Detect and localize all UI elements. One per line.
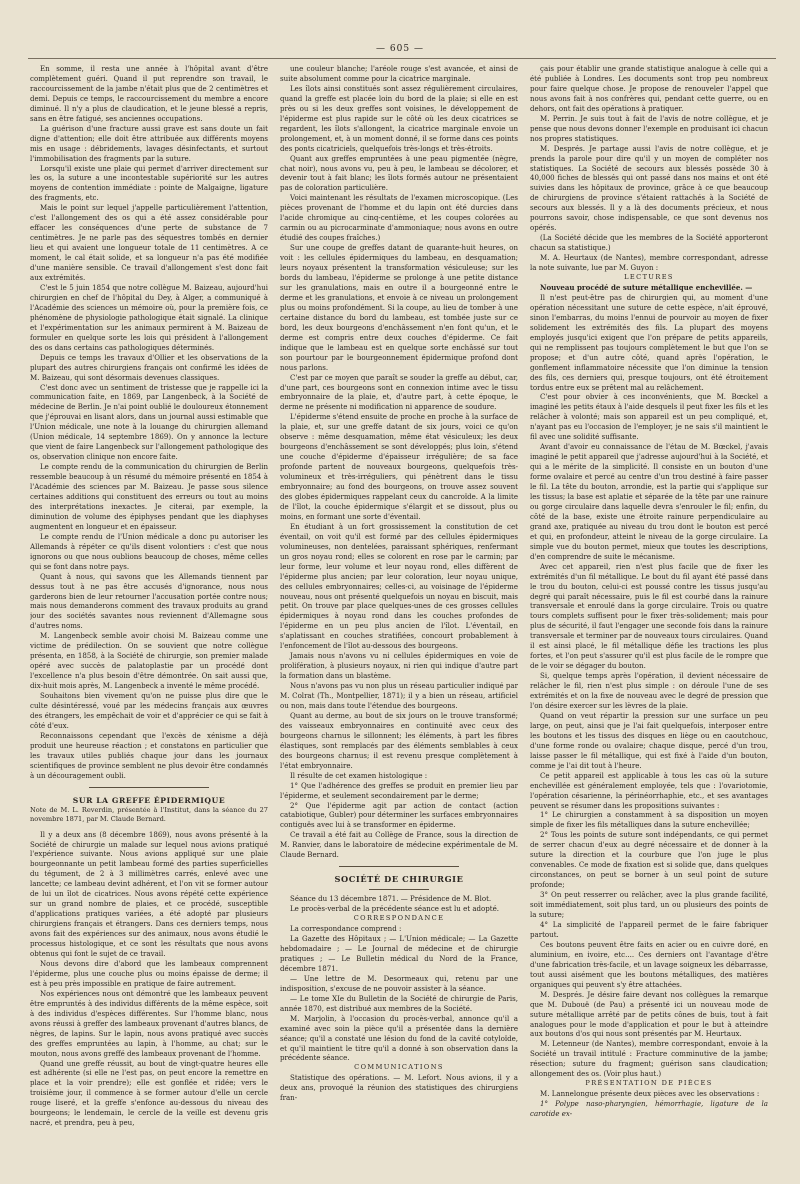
paragraph: Les îlots ainsi constitués sont assez régulièrement circulaires, quand la greffe est placée loin du bord de la plaie; si elle en est près ou si les deux greffes sont voisines, le développement de l'épiderme est plus rapide sur le côté où les deux cicatrices se regardent, les îlots s'allongent, la cicatrice marginale envoie un prolongement, et, à un moment donné, il se forme dans ces points des ponts cicatriciels, quelquefois très-longs et très-étroits.: [280, 83, 518, 153]
paragraph: Sur une coupe de greffes datant de quarante-huit heures, on voit : les cellules épidermiques du lambeau, en desquamation; leurs noyaux présentent la transformation vésiculeuse; sur les bords du lambeau, l'épiderme se prolonge à une petite distance sur les granulations, mais en outre il a bourgeonné entre le derme et les granulations, et envoie à ce niveau un prolongement plus ou moins profondément. Si la coupe, au lieu de tomber à une certaine distance du bord du lambeau, est tombée juste sur ce bord, les deux bourgeons d'enchâssement n'en font qu'un, et le derme est compris entre deux couches d'épiderme. Ce fait indique que le lambeau est en quelque sorte enchâssé sur tout son pourtour par le bourgeonnement épidermique profond dont nous parlons.: [280, 243, 518, 372]
communications-heading: COMMUNICATIONS: [354, 1063, 444, 1072]
paragraph: 1° Polype naso-pharyngien, hémorrhagie, ligature de la carotide ex-: [530, 1099, 768, 1119]
paragraph: C'est le 5 juin 1854 que notre collègue M. Baizeau, aujourd'hui chirurgien en chef de l'hôpital du Dey, à Alger, a communiqué à l'Académie des sciences un mémoire où, pour la première fois, ce phénomène de physiologie pathologique était signalé. La clinique et l'expérimentation sur les animaux permirent à M. Baizeau de formuler en quelque sorte les lois qui président à l'allongement des os dans certains cas pathologiques déterminés.: [30, 282, 268, 352]
section-heading: SUR LA GREFFE ÉPIDERMIQUE: [72, 795, 226, 805]
paragraph: Nous devons dire d'abord que les lambeaux comprennent l'épiderme, plus une couche plus ou moins épaisse de derme; il est à peu près impossible en pratique de faire autrement.: [30, 958, 268, 988]
session-line: Séance du 13 décembre 1871. — Présidence de M. Blot.: [290, 894, 492, 904]
paragraph: Ce travail a été fait au Collège de France, sous la direction de M. Ranvier, dans le laboratoire de médecine expérimentale de M. Claude Bernard.: [280, 830, 518, 860]
paragraph: Avec cet appareil, rien n'est plus facile que de fixer les extrémités d'un fil métallique. Le bout du fil ayant été passé dans le trou du bouton, celui-ci est poussé contre les tissus jusqu'au degré qui paraît nécessaire, puis le fil est courbé dans la rainure transversale et enroulé dans la gorge circulaire. Trois ou quatre tours complets suffisent pour le fixer très-solidement; mais pour plus de sécurité, il faut l'engager une seconde fois dans la rainure transversale et terminer par de nouveaux tours circulaires. Quand il est ainsi placé, le fil métallique défie les tractions les plus fortes, et l'on peut s'assurer qu'il est plus facile de le rompre que de le voir se dégager du bouton.: [530, 561, 768, 671]
paragraph: Jamais nous n'avons vu ni cellules épidermiques en voie de prolifération, à plusieurs noyaux, ni rien qui indique d'autre part la formation dans un blastème.: [280, 651, 518, 681]
paragraph: Souhaitons bien vivement qu'on ne puisse plus dire que le culte désintéressé, voué par les médecins français aux œuvres des étrangers, les empêchait de voir et d'apprécier ce qui se fait à côté d'eux.: [30, 691, 268, 730]
paragraph: Quant à nous, qui savons que les Allemands tiennent par dessus tout à ne pas être accusés d'ignorance, nous nous garderons bien de leur retourner l'accusation portée contre nous; mais nous demanderons comment des travaux produits au grand jour des sociétés savantes nous reviennent d'Allemagne sous d'autres noms.: [30, 571, 268, 631]
paragraph: Depuis ce temps les travaux d'Ollier et les observations de la plupart des autres chirurgiens français ont confirmé les idées de M. Baizeau, qui sont désormais devenues classiques.: [30, 352, 268, 382]
paragraph: une couleur blanche; l'aréole rouge s'est avancée, et ainsi de suite absolument comme pour la cicatrice marginale.: [280, 64, 518, 83]
column-2: [280, 64, 518, 1174]
paragraph: 3° On peut resserrer ou relâcher, avec la plus grande facilité, soit immédiatement, soit plus tard, un ou plusieurs des points de la suture;: [530, 890, 768, 920]
paragraph: Il résulte de cet examen histologique :: [290, 770, 428, 780]
paragraph: Reconnaissons cependant que l'excès de xénisme a déjà produit une heureuse réaction ; et constatons en particulier que les travaux utiles publiés chaque jour dans les journaux scientifiques de province semblent ne plus devoir être condamnés à un découragement oubli.: [30, 730, 268, 780]
paragraph: 1° Le chirurgien a constamment à sa disposition un moyen simple de fixer les fils métalliques dans la suture enchevillée;: [530, 810, 768, 830]
paragraph: M. Letenneur (de Nantes), membre correspondant, envoie à la Société un travail intitulé : Fracture comminutive de la jambe; résection; suture du fragment; guérison sans claudication; allongement des os. (Voir plus haut.): [530, 1039, 768, 1079]
paragraph: Il n'est peut-être pas de chirurgien qui, au moment d'une opération nécessitant une suture de cette espèce, n'ait éprouvé, sinon l'embarras, du moins l'ennui de pourvoir au moyen de fixer solidement les extrémités des fils. La plupart des moyens employés jusqu'ici exigent que l'on prépare de petits appareils, qui ne remplissent pas toujours complètement le but que l'on se propose; et d'un autre côté, quand après l'opération, le gonflement inflammatoire nécessite que l'on diminue la tension des fils, ces derniers qui, presque toujours, ont été étroitement tordus entre eux se prêtent mal au relâchement.: [530, 292, 768, 392]
paragraph: Mais le point sur lequel j'appelle particulièrement l'attention, c'est l'allongement des os qui a été assez considérable pour effacer les conséquences d'une perte de substance de 7 centimètres. Je ne parle pas des séquestres tombés en dernier lieu et qui avaient une longueur totale de 11 centimètres. A ce moment, le cal était solide, et sa longueur n'a pas été modifiée d'une manière sensible. Ce travail d'allongement s'est donc fait aux extrémités.: [30, 203, 268, 283]
paragraph: (La Société décide que les membres de la Société apporteront chacun sa statistique.): [530, 233, 768, 253]
paragraph: Lorsqu'il existe une plaie qui permet d'arriver directement sur les os, la suture a une incontestable supériorité sur les autres moyens de contention immédiate : pointe de Malgaigne, ligature des fragments, etc.: [30, 163, 268, 203]
paragraph: Il y a deux ans (8 décembre 1869), nous avons présenté à la Société de chirurgie un malade sur lequel nous avions pratiqué l'expérience suivante. Nous avions appliqué sur une plaie bourgeonnante un petit lambeau formé des parties superficielles du tégument, de 2 à 3 millimètres carrés, enlevé avec une lancette; ce lambeau devint adhérent, et l'on vit se former autour de lui un îlot de cicatrices. Nous avons répété cette expérience sur un grand nombre de plaies, et ce procédé, susceptible d'applications pratiques variées, a été adopté par plusieurs chirurgiens français et étrangers. Dans ces derniers temps, nous avons fait des expériences sur des animaux, nous avons étudié le processus histologique, et ce sont les résultats que nous avons obtenus qui font le sujet de ce travail.: [30, 829, 268, 959]
paragraph: Nous n'avons pas vu non plus un réseau particulier indiqué par M. Colrat (Th., Montpellier, 1871); il y a bien un réseau, artificiel ou non, mais dans toute l'étendue des bourgeons.: [280, 681, 518, 710]
presentation-heading: PRÉSENTATION DE PIÈCES: [585, 1079, 713, 1088]
paragraph: Nos expériences nous ont démontré que les lambeaux peuvent être empruntés à des individus différents de la même espèce, soit à des individus d'espèces différentes. Sur l'homme blanc, nous avons réussi à greffer des lambeaux provenant d'autres blancs, de nègres, de lapins. Sur le lapin, nous avons pratiqué avec succès des greffes empruntées au lapin, à l'homme, au chat; sur le mouton, nous avons greffé des lambeaux provenant de l'homme.: [30, 988, 268, 1058]
paragraph: 2° Tous les points de suture sont indépendants, ce qui permet de serrer chacun d'eux au degré nécessaire et de donner à la suture la direction et la courbure que l'on juge le plus convenables. Ce mode de fixation est si solide que, dans quelques circonstances, on peut se borner à un seul point de suture profonde;: [530, 830, 768, 890]
column-3: [530, 64, 768, 1174]
paragraph: Ce petit appareil est applicable à tous les cas où la suture enchevillée est généralement employée, tels que : l'ovariotomie, l'opération césarienne, la périnéorrhaphie, etc., et ses avantages peuvent se résumer dans les propositions suivantes :: [530, 770, 768, 810]
paragraph: M. Després. Je partage aussi l'avis de notre collègue, et je prends la parole pour dire qu'il y un moyen de compléter nos statistiques. La Société de secours aux blessés possède 30 à 40,000 fiches de blessés qui ont passé dans nos mains et ont été suivies dans les hôpitaux de province, grâce à ce que beaucoup de chirurgiens de province s'étaient rattachés à la Société de secours aux blessés. Il y a là des documents précieux, et nous pourrons savoir, chose indispensable, ce que sont devenus nos opérés.: [530, 143, 768, 233]
paragraph: Le compte rendu de la communication du chirurgien de Berlin ressemble beaucoup à un résumé du mémoire présenté en 1854 à l'Académie des sciences par M. Baizeau. Je passe sous silence certaines additions qui constituent des erreurs ou tout au moins des interprétations inexactes. Je citerai, par exemple, la diminution de volume des épiphyses pendant que les diaphyses augmentent en longueur et en épaisseur.: [30, 462, 268, 531]
paragraph: En somme, il resta une année à l'hôpital avant d'être complètement guéri. Quand il put reprendre son travail, le raccourcissement de la jambe n'était plus que de 2 centimètres et demi. Depuis ce temps, le raccourcissement du membre a encore diminué. Il n'y a plus de claudication, et le jeune blessé a repris, sans en être fatigué, ses anciennes occupations.: [30, 64, 268, 123]
short-divider: [369, 889, 429, 890]
paragraph: La guérison d'une fracture aussi grave est sans doute un fait digne d'attention; elle doit être attribuée aux différents moyens mis en usage : débridements, lavages désinfectants, et surtout l'immobilisation des fragments par la suture.: [30, 123, 268, 163]
paragraph: M. Langenbeck semble avoir choisi M. Baizeau comme une victime de prédilection. On se souvient que notre collègue présenta, en 1858, à la Société de chirurgie, son premier malade opéré avec succès de palatoplastie par un procédé dont l'excellence n'a plus besoin d'être démontrée. On sait aussi que, dix-huit mois après, M. Langenbeck a inventé le même procédé.: [30, 631, 268, 691]
paragraph: Si, quelque temps après l'opération, il devient nécessaire de relâcher le fil, rien n'est plus simple : on déroule l'une de ses extrémités et on la fixe de nouveau avec le degré de pression que l'on désire exercer sur les lèvres de la plaie.: [530, 671, 768, 710]
paragraph: Avant d'avoir eu connaissance de l'étau de M. Bœckel, j'avais imaginé le petit appareil que j'adresse aujourd'hui à la Société, et qui a le mérite de la simplicité. Il consiste en un bouton d'une forme ovalaire et percé au centre d'un trou destiné à faire passer le fil. La tête du bouton, arrondie, est la partie qui s'applique sur les tissus; la base est aplatie et séparée de la tête par une rainure ou gorge circulaire dans laquelle devra s'enrouler le fil; enfin, du côté de la base, existe une étroite rainure perpendiculaire au grand axe, pratiquée au niveau du trou dont le bouton est percé et qui, en profondeur, atteint le niveau de la gorge circulaire. La simple vue du bouton permet, mieux que toutes les descriptions, d'en comprendre de suite le mécanisme.: [530, 442, 768, 561]
paragraph: Statistique des opérations. — M. Lefort. Nous avions, il y a deux ans, provoqué la réunion des statistiques des chirurgiens fran-: [280, 1073, 518, 1103]
society-heading: SOCIÉTÉ DE CHIRURGIE: [334, 874, 464, 885]
paragraph: L'épiderme s'étend ensuite de proche en proche à la surface de la plaie, et, sur une greffe datant de six jours, voici ce qu'on observe : même desquamation, même état vésiculeux; les deux bourgeons d'enchâssement se sont développés; plus loin, s'étend une couche d'épiderme d'épaisseur irrégulière; de sa face profonde partent de nouveaux bourgeons, quelquefois très-volumineux et très-irréguliers, qui pénètrent dans le tissu embryonnaire; au fond des bourgeons, on trouve assez souvent des globes épidermiques rappelant ceux du cancroïde. A la limite de l'îlot, la couche épidermique s'élargit et se dissout, plus ou moins, en formant une sorte d'éventail.: [280, 412, 518, 521]
paragraph: 1° Que l'adhérence des greffes se produit en premier lieu par l'épiderme, et seulement secondairement par le derme;: [280, 780, 518, 800]
paragraph: En étudiant à un fort grossissement la constitution de cet éventail, on voit qu'il est formé par des cellules épidermiques volumineuses, non dentelées, paraissant sphériques, renfermant un gros noyau rond; elles se colorent en rose par le carmin; par leur forme, leur volume et leur noyau rond, elles diffèrent de l'épiderme plus ancien; par leur coloration, leur noyau unique, des cellules embryonnaires; celles-ci, au voisinage de l'épiderme nouveau, nous ont présenté quelquefois un noyau en biscuit, mais petit. On trouve par place quelques-unes de ces grosses cellules épidermiques à noyau rond dans les couches profondes de l'épiderme en un peu plus ancien de l'îlot. L'éventail, en s'aplatissant en couches stratifiées, concourt probablement à l'enfoncement de l'îlot au-dessous des bourgeons.: [280, 521, 518, 651]
paragraph: C'est par ce moyen que paraît se souder la greffe au début, car, d'une part, ces bourgeons sont en connexion intime avec le tissu embryonnaire de la plaie, et, d'autre part, à cette époque, le derme ne présente ni modification ni apparence de soudure.: [280, 372, 518, 412]
paragraph: Quant au derme, au bout de six jours on le trouve transformé; des vaisseaux embryonnaires en continuité avec ceux des bourgeons charnus le sillonnent; les éléments, à part les fibres élastiques, sont remplacés par des éléments semblables à ceux des bourgeons charnus; il est revenu presque complètement à l'état embryonnaire.: [280, 710, 518, 770]
paragraph: La Gazette des Hôpitaux ; — L'Union médicale; — La Gazette hebdomadaire ; — Le Journal de médecine et de chirurgie pratiques ; — Le Bulletin médical du Nord de la France, décembre 1871.: [280, 934, 518, 973]
paragraph: C'est donc avec un sentiment de tristesse que je rappelle ici la communication faite, en 1869, par Langenbeck, à la Société de médecine de Berlin. Je n'ai point oublié le douloureux étonnement que j'éprouvai en lisant alors, dans un journal aussi estimable que l'Union médicale, une note à la louange du chirurgien allemand (Union médicale, 14 septembre 1869). On y annonce la lecture que vient de faire Langenbeck sur l'allongement pathologique des os, observation clinique non encore faite.: [30, 382, 268, 462]
article-title: Nouveau procédé de suture métallique enchevillée. —: [540, 282, 753, 292]
section-divider: [89, 787, 209, 788]
paragraph: La correspondance comprend :: [290, 924, 402, 934]
paragraph: çais pour établir une grande statistique analogue à celle qui a été publiée à Londres. Les documents sont trop peu nombreux pour faire quelque chose. Je propose de renouveler l'appel que nous avons fait à nos confrères qui, pendant cette guerre, ou en dehors, ont fait des opérations à pratiquer.: [530, 64, 768, 113]
paragraph: M. A. Heurtaux (de Nantes), membre correspondant, adresse la note suivante, lue par M. Guyon :: [530, 253, 768, 273]
paragraph: C'est pour obvier à ces inconvénients, que M. Bœckel a imaginé les petits étaux à l'aide desquels il peut fixer les fils et les relâcher à volonté; mais son appareil est un peu compliqué, et, n'ayant pas eu l'occasion de l'employer, je ne sais s'il maintient le fil avec une solidité suffisante.: [530, 392, 768, 442]
paragraph: Quand une greffe réussit, au bout de vingt-quatre heures elle est adhérente (si elle ne l'est pas, on peut encore la remettre en place et la voir prendre); elle est gonflée et ridée; vers le troisième jour, il commence à se former autour d'elle un cercle rouge liseré, et la greffe s'enfonce au-dessous du niveau des bourgeons; le lendemain, le cercle de la veille est devenu gris nacré, et prendra, peu à peu,: [30, 1058, 268, 1128]
paragraph: — Une lettre de M. Desormeaux qui, retenu par une indisposition, s'excuse de ne pouvoir assister à la séance.: [280, 973, 518, 993]
correspondence-heading: CORRESPONDANCE: [353, 914, 445, 923]
paragraph: Quant aux greffes empruntées à une peau pigmentée (nègre, chat noir), nous avons vu, peu à peu, le lambeau se décolorer, et devenir tout à fait blanc; les îlots formés autour ne présentaient pas de coloration particulière.: [280, 153, 518, 193]
paragraph: M. Perrin. Je suis tout à fait de l'avis de notre collègue, et je pense que nous devons donner l'exemple en produisant ici chacun nos propres statistiques.: [530, 113, 768, 143]
paragraph: Le compte rendu de l'Union médicale a donc pu autoriser les Allemands à répéter ce qu'ils disent volontiers : c'est que nous ignorons ou que nous oublions beaucoup de choses, même celles qui se font dans notre pays.: [30, 531, 268, 571]
page-number: — 605 —: [376, 44, 424, 54]
paragraph: 4° La simplicité de l'appareil permet de le faire fabriquer partout.: [530, 919, 768, 939]
paragraph: 2° Que l'épiderme agit par action de contact (action catabiotique, Gubler) pour déterminer les surfaces embryonnaires contiguës avec lui à se transformer en épiderme.: [280, 800, 518, 830]
minutes-line: Le procès-verbal de la précédente séance est lu et adopté.: [290, 904, 500, 914]
paragraph: Ces boutons peuvent être faits en acier ou en cuivre doré, en aluminium, en ivoire, etc.... Ces derniers ont l'avantage d'être d'une fabrication très-facile, et un lavage soigneux les débarrasse, tout aussi aisément que les boutons métalliques, des matières organiques qui peuvent s'y être attachées.: [530, 939, 768, 989]
article-note: Note de M. L. Reverdin, présentée à l'Institut, dans la séance du 27 novembre 1871, par M. Claude Bernard.: [30, 805, 268, 823]
paragraph: Quand on veut répartir la pression sur une surface un peu large, on peut, ainsi que je l'ai fait quelquefois, interposer entre les boutons et les tissus des disques en liège ou en caoutchouc, d'une forme ronde ou ovalaire; chaque disque, percé d'un trou, laisse passer le fil métallique, qui est fixé à l'aide d'un bouton, comme je l'ai dit tout à l'heure.: [530, 710, 768, 770]
column-1: [30, 64, 268, 1174]
top-rule: [28, 58, 776, 59]
section-divider: [339, 866, 459, 867]
paragraph: — Le tome XIe du Bulletin de la Société de chirurgie de Paris, année 1870, est distribué aux membres de la Société.: [280, 993, 518, 1013]
paragraph: Voici maintenant les résultats de l'examen microscopique. (Les pièces provenant de l'homme et du lapin ont été durcies dans l'acide chromique au cinq-centième, et les coupes colorées au carmin ou au picrocarminate d'ammoniaque; nous avons en outre étudié des coupes fraîches.): [280, 193, 518, 243]
paragraph: M. Després. Je désire faire devant nos collègues la remarque que M. Dubouë (de Pau) a présenté ici un nouveau mode de suture métallique arrêté par de petits cônes de buis, tout à fait analogues pour le mode d'application et pour le but à atteindre aux boutons d'os qui nous sont présentés par M. Heurtaux.: [530, 989, 768, 1039]
paragraph: M. Marjolin, à l'occasion du procès-verbal, annonce qu'il a examiné avec soin la pièce qu'il a présentée dans la dernière séance; qu'il a constaté une lésion du fond de la cavité cotyloïde, et qu'il maintient le titre qu'il a donné à son observation dans la précédente séance.: [280, 1013, 518, 1063]
paragraph: M. Lannelongue présente deux pièces avec les observations :: [540, 1089, 760, 1099]
lectures-heading: LECTURES: [624, 273, 674, 282]
